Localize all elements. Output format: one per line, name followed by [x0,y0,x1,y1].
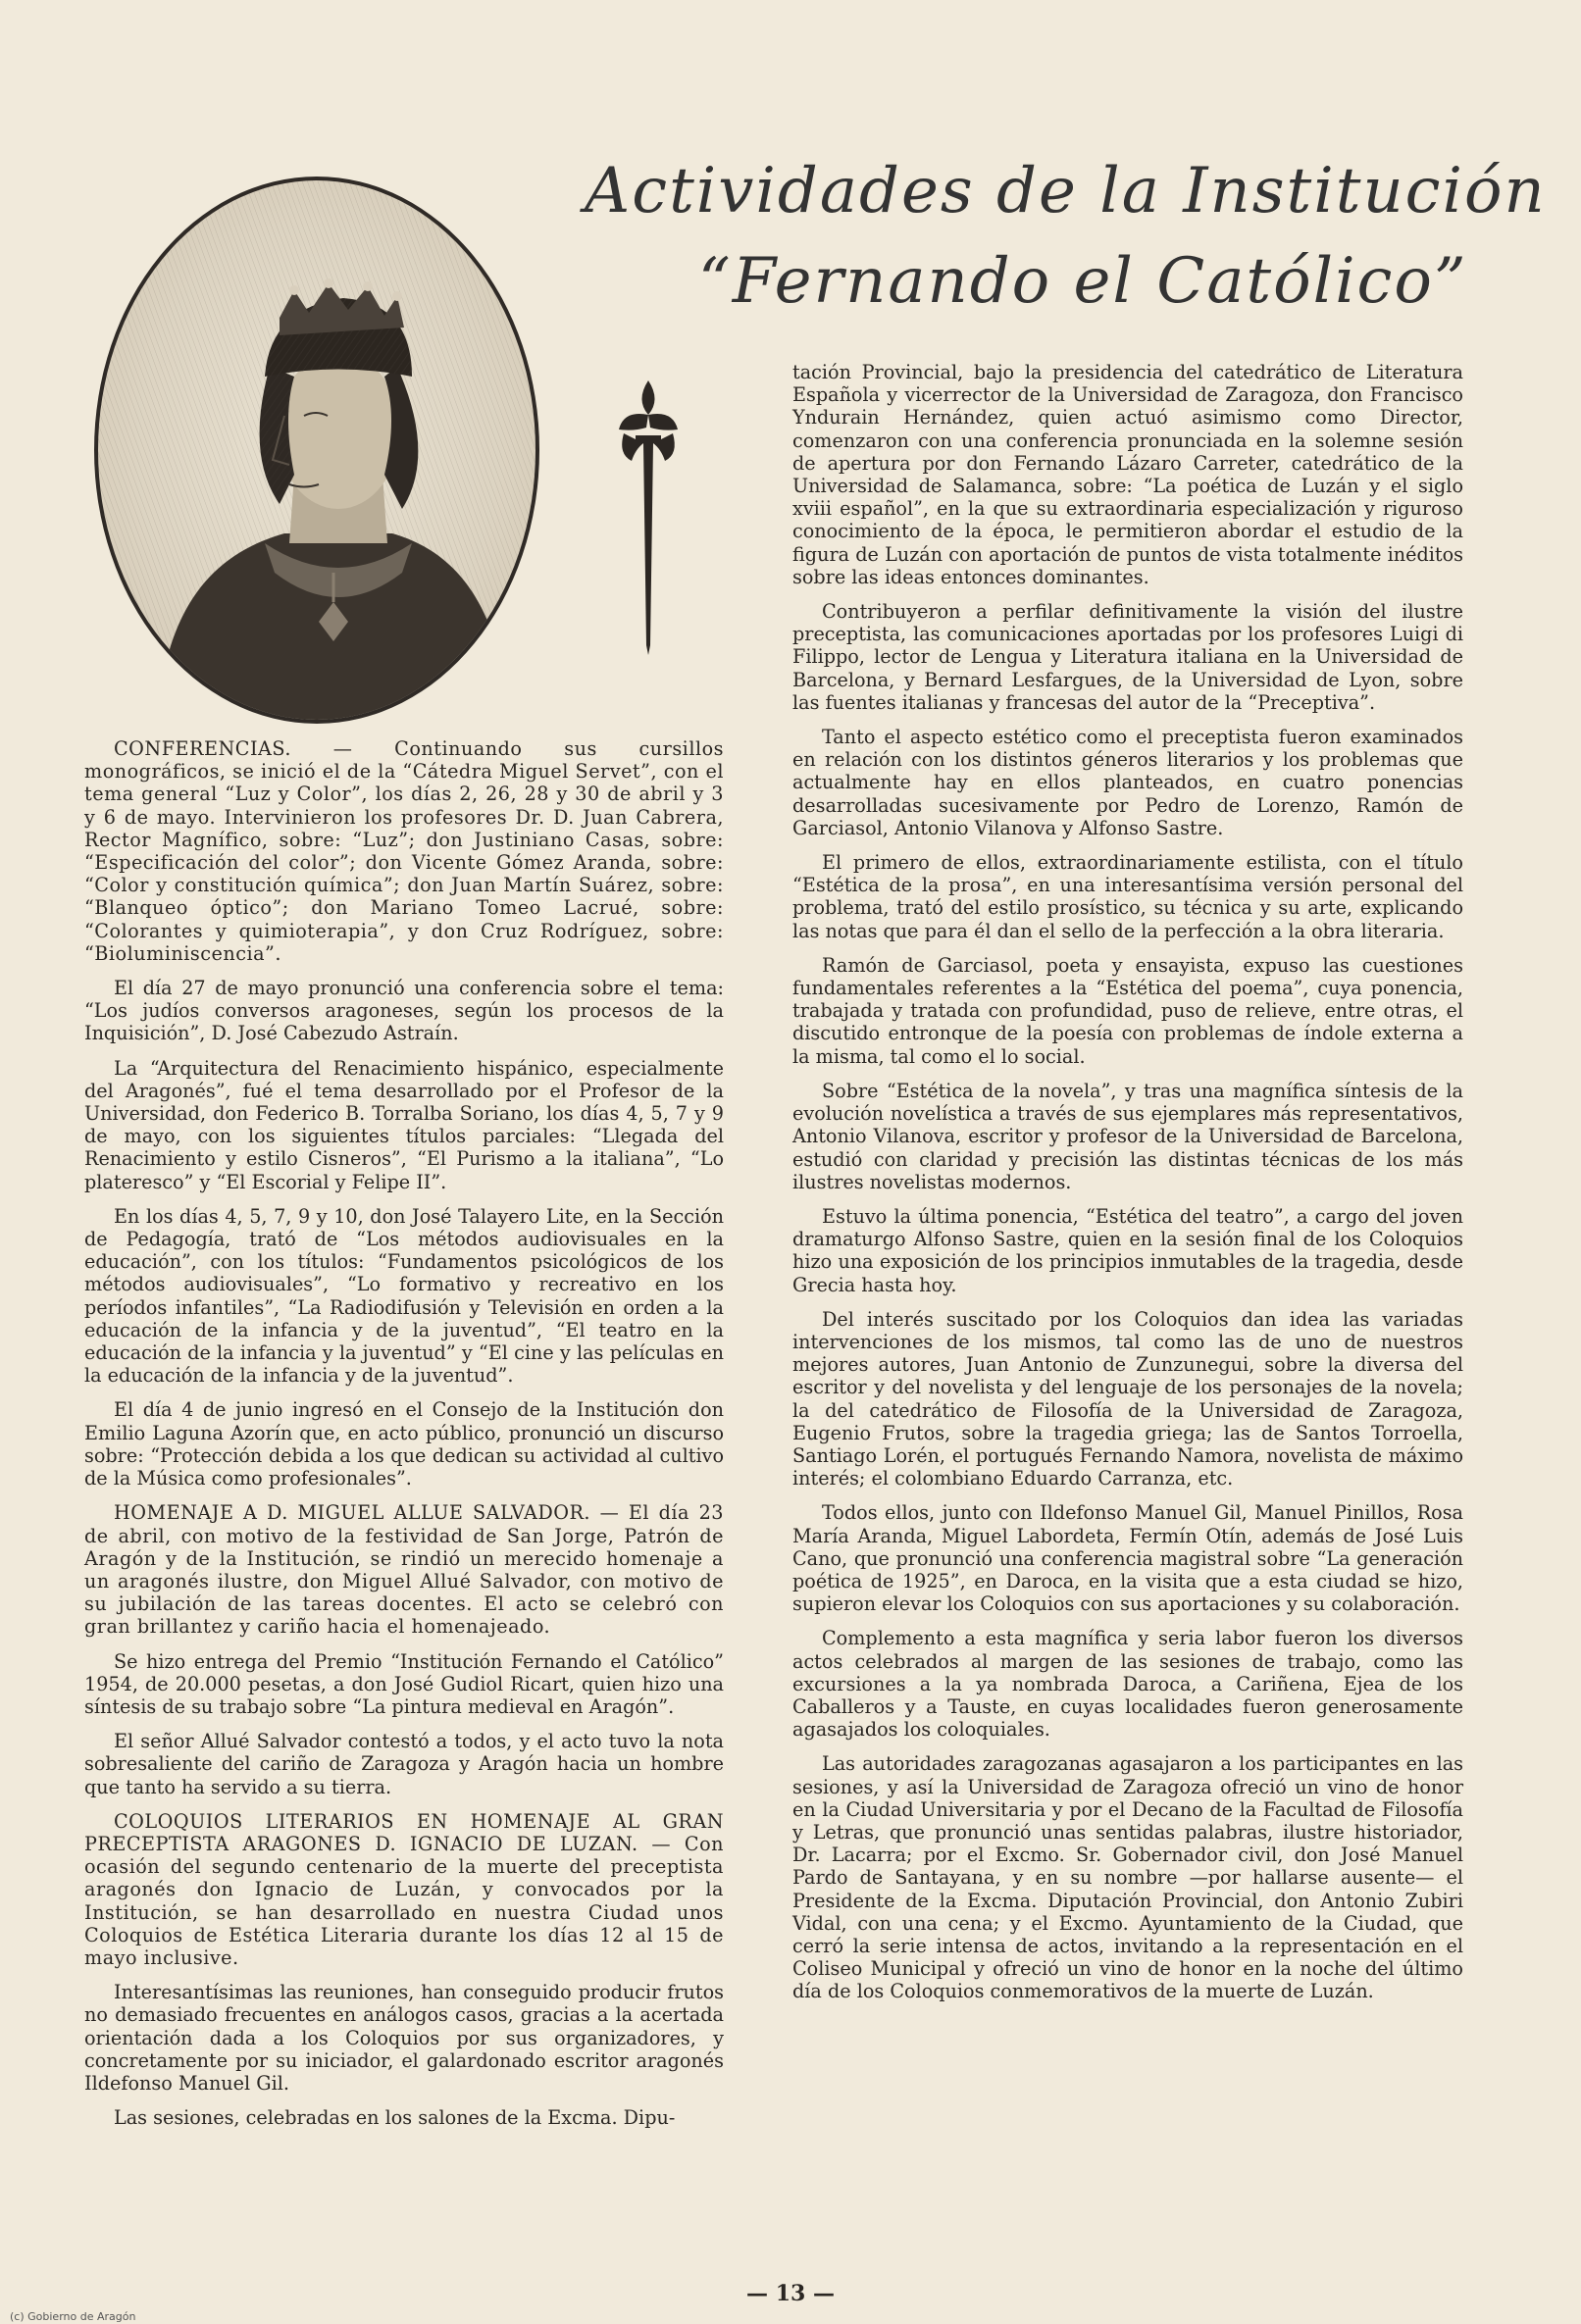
paragraph: El primero de ellos, extraordinariamente estilista, con el título “Estética de la prosa”, en una interesantísima versión personal del problema, trató del estilo prosístico, su técnica y su arte, explicando las notas que para él dan el sello de la perfección a la obra literaria. [792,851,1463,942]
paragraph: Se hizo entrega del Premio “Institución Fernando el Católico” 1954, de 20.000 pesetas, a don José Gudiol Ricart, quien hizo una síntesis de su trabajo sobre “La pintura medieval en Aragón”. [84,1649,724,1718]
paragraph: Sobre “Estética de la novela”, y tras una magnífica síntesis de la evolución novelística a través de sus ejemplares más representativos, Antonio Vilanova, escritor y profesor de la Universidad de Barcelona, estudió con claridad y precisión las distintas técnicas de los más ilustres novelistas modernos. [792,1079,1463,1193]
fleur-ornament-icon [614,371,683,655]
paragraph: La “Arquitectura del Renacimiento hispánico, especialmente del Aragonés”, fué el tema desarrollado por el Profesor de la Universidad, don Federico B. Torralba Soriano, los días 4, 5, 7 y 9 de mayo, con los siguientes títulos parciales: “Llegada del Renacimiento y estilo Cisneros”, “El Purismo a la italiana”, “Lo plateresco” y “El Escorial y Felipe II”. [84,1056,724,1193]
paragraph: Complemento a esta magnífica y seria labor fueron los diversos actos celebrados al margen de las sesiones de trabajo, como las excursiones a la ya nombrada Daroca, a Cariñena, Ejea de los Caballeros y a Tauste, en cuyas localidades fueron generosamente agasajados los coloquiales. [792,1627,1463,1742]
paragraph: CONFERENCIAS. — Continuando sus cursillos monográficos, se inició el de la “Cátedra Miguel Servet”, con el tema general “Luz y Color”, los días 2, 26, 28 y 30 de abril y 3 y 6 de mayo. Intervinieron los profesores Dr. D. Juan Cabrera, Rector Magnífico, sobre: “Luz”; don Justiniano Casas, sobre: “Especificación del color”; don Vicente Gómez Aranda, sobre: “Color y constitución química”; don Juan Martín Suárez, sobre: “Blanqueo óptico”; don Mariano Tomeo Lacrué, sobre: “Colorantes y quimioterapia”, y don Cruz Rodríguez, sobre: “Bioluminiscencia”. [84,737,724,965]
paragraph: Contribuyeron a perfilar definitivamente la visión del ilustre preceptista, las comunicaciones aportadas por los profesores Luigi di Filippo, lector de Lengua y Literatura italiana en la Universidad de Barcelona, y Bernard Lesfargues, de la Universidad de Lyon, sobre las fuentes italianas y francesas del autor de la “Preceptiva”. [792,600,1463,714]
paragraph: Estuvo la última ponencia, “Estética del teatro”, a cargo del joven dramaturgo Alfonso Sastre, quien en la sesión final de los Coloquios hizo una exposición de los principios inmutables de la tragedia, desde Grecia hasta hoy. [792,1204,1463,1296]
paragraph: Del interés suscitado por los Coloquios dan idea las variadas intervenciones de los mismos, tal como las de uno de nuestros mejores autores, Juan Antonio de Zunzunegui, sobre la diversa del escritor y del novelista y del lenguaje de los personajes de la novela; la del catedrático de Filosofía de la Universidad de Zaragoza, Eugenio Frutos, sobre la tragedia griega; las de Santos Torroella, Santiago Lorén, el portugués Fernando Namora, novelista de máximo interés; el colombiano Eduardo Carranza, etc. [792,1307,1463,1490]
paragraph: En los días 4, 5, 7, 9 y 10, don José Talayero Lite, en la Sección de Pedagogía, trató de “Los métodos audiovisuales en la educación”, con los títulos: “Fundamentos psicológicos de los métodos audiovisuales”, “Lo formativo y recreativo en los períodos infantiles”, “La Radiodifusión y Televisión en orden a la educación de la infancia y de la juventud”, “El teatro en la educación de la infancia y la juventud” y “El cine y las películas en la educación de la infancia y de la juventud”. [84,1204,724,1388]
article-title-line-1: Actividades de la Institución [585,155,1547,227]
paragraph: El día 4 de junio ingresó en el Consejo de la Institución don Emilio Laguna Azorín que, en acto público, pronunció un discurso sobre: “Protección debida a los que dedican su actividad al cultivo de la Música como profesionales”. [84,1398,724,1490]
paragraph: El señor Allué Salvador contestó a todos, y el acto tuvo la nota sobresaliente del cariño de Zaragoza y Aragón hacia un hombre que tanto ha servido a su tierra. [84,1730,724,1798]
paragraph: Las autoridades zaragozanas agasajaron a los participantes en las sesiones, y así la Universidad de Zaragoza ofreció un vino de honor en la Ciudad Universitaria y por el Decano de la Facultad de Filosofía y Letras, que pronunció unas sentidas palabras, ilustre historiador, Dr. Lacarra; por el Excmo. Sr. Gobernador civil, don José Manuel Pardo de Santayana, y en su nombre —por hallarse ausente— el Presidente de la Excma. Diputación Provincial, don Antonio Zubiri Vidal, con una cena; y el Excmo. Ayuntamiento de la Ciudad, que cerró la serie intensa de actos, invitando a la representación en el Coliseo Municipal y ofreció un vino de honor en la noche del último día de los Coloquios conmemorativos de la muerte de Luzán. [792,1752,1463,2003]
paragraph: El día 27 de mayo pronunció una conferencia sobre el tema: “Los judíos conversos aragoneses, según los procesos de la Inquisición”, D. José Cabezudo Astraín. [84,977,724,1045]
paragraph: Ramón de Garciasol, poeta y ensayista, expuso las cuestiones fundamentales referentes a la “Estética del poema”, cuya ponencia, trabajada y tratada con profundidad, puso de relieve, entre otras, el discutido entronque de la poesía con problemas de índole externa a la misma, tal como el lo social. [792,953,1463,1068]
paragraph: Tanto el aspecto estético como el preceptista fueron examinados en relación con los distintos géneros literarios y los problemas que actualmente hay en ellos planteados, en cuatro ponencias desarrolladas sucesivamente por Pedro de Lorenzo, Ramón de Garciasol, Antonio Vilanova y Alfonso Sastre. [792,726,1463,839]
paragraph: COLOQUIOS LITERARIOS EN HOMENAJE AL GRAN PRECEPTISTA ARAGONES D. IGNACIO DE LUZAN. — Con ocasión del segundo centenario de la muerte del preceptista aragonés don Ignacio de Luzán, y convocados por la Institución, se han desarrollado en nuestra Ciudad unos Coloquios de Estética Literaria durante los días 12 al 15 de mayo inclusive. [84,1809,724,1969]
copyright-credit: (c) Gobierno de Aragón [10,2310,136,2323]
article-title-line-2: “Fernando el Católico” [698,245,1468,318]
king-portrait-image [98,180,536,720]
left-text-column [84,737,724,2141]
paragraph: tación Provincial, bajo la presidencia del catedrático de Literatura Española y vicerrector de la Universidad de Zaragoza, don Francisco Yndurain Hernández, quien actuó asimismo como Director, comenzaron con una conferencia pronunciada en la solemne sesión de apertura por don Fernando Lázaro Carreter, catedrático de la Universidad de Salamanca, sobre: “La poética de Luzán y el siglo xviii español”, en la que su extraordinaria especialización y riguroso conocimiento de la época, le permitieron abordar el estudio de la figura de Luzán con aportación de puntos de vista totalmente inéditos sobre las ideas entonces dominantes. [792,361,1463,588]
page-number: — 13 — [746,2281,835,2306]
paragraph: Interesantísimas las reuniones, han conseguido producir frutos no demasiado frecuentes en análogos casos, gracias a la acertada orientación dada a los Coloquios por sus organizadores, y concretamente por su iniciador, el galardonado escritor aragonés Ildefonso Manuel Gil. [84,1981,724,2095]
paragraph: Las sesiones, celebradas en los salones de la Excma. Dipu- [114,2106,676,2130]
portrait-engraving [94,177,539,724]
right-text-column [792,361,1463,2015]
paragraph: Todos ellos, junto con Ildefonso Manuel Gil, Manuel Pinillos, Rosa María Aranda, Miguel Labordeta, Fermín Otín, además de José Luis Cano, que pronunció una conferencia magistral sobre “La generación poética de 1925”, en Daroca, en la visita que a esta ciudad se hizo, supieron elevar los Coloquios con sus aportaciones y su colaboración. [792,1501,1463,1616]
paragraph: HOMENAJE A D. MIGUEL ALLUE SALVADOR. — El día 23 de abril, con motivo de la festividad de San Jorge, Patrón de Aragón y de la Institución, se rindió un merecido homenaje a un aragonés ilustre, don Miguel Allué Salvador, con motivo de su jubilación de las tareas docentes. El acto se celebró con gran brillantez y cariño hacia el homenajeado. [84,1501,724,1639]
